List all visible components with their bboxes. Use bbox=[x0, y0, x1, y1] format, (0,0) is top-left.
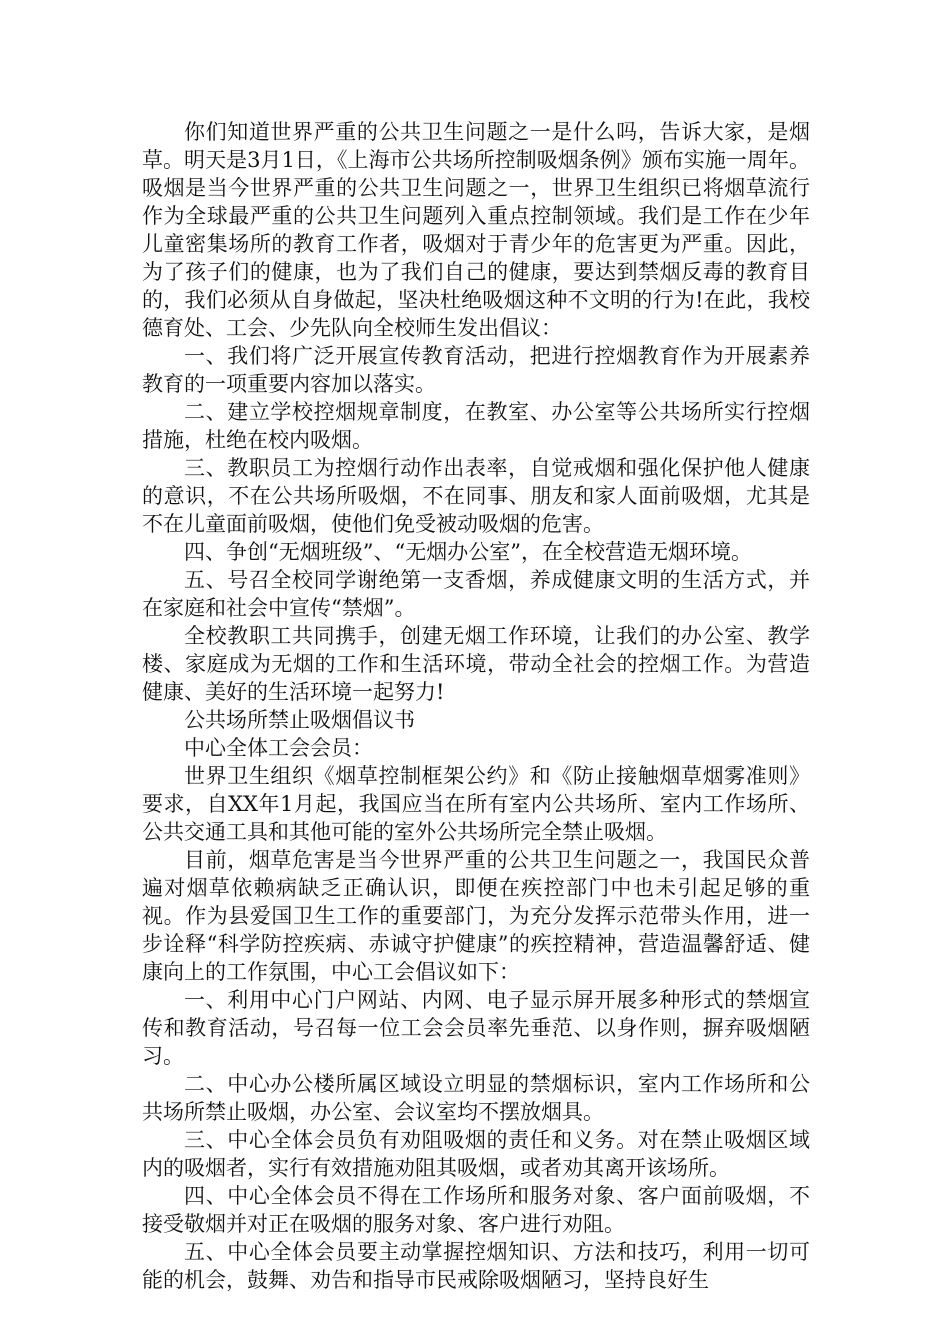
center-item-1: 一、利用中心门户网站、内网、电子显示屏开展多种形式的禁烟宣传和教育活动，号召每一位工会会员率先垂范、以身作则，摒弃吸烟陋习。 bbox=[142, 988, 810, 1068]
proposal-title: 公共场所禁止吸烟倡议书 bbox=[184, 708, 415, 732]
background-paragraph: 目前，烟草危害是当今世界严重的公共卫生问题之一，我国民众普遍对烟草依赖病缺乏正确认识，即便在疾控部门中也未引起足够的重视。作为县爱国卫生工作的重要部门，为充分发挥示范带头作用，进一步诠释“科学防控疾病、赤诚守护健康”的疾控精神，营造温馨舒适、健康向上的工作氛围，中心工会倡议如下： bbox=[142, 848, 810, 984]
school-item-1: 一、我们将广泛开展宣传教育活动，把进行控烟教育作为开展素养教育的一项重要内容加以落实。 bbox=[142, 344, 810, 396]
school-item-3: 三、教职员工为控烟行动作出表率，自觉戒烟和强化保护他人健康的意识，不在公共场所吸烟，不在同事、朋友和家人面前吸烟，尤其是不在儿童面前吸烟，使他们免受被动吸烟的危害。 bbox=[142, 456, 810, 536]
center-item-3: 三、中心全体会员负有劝阻吸烟的责任和义务。对在禁止吸烟区域内的吸烟者，实行有效措施劝阻其吸烟，或者劝其离开该场所。 bbox=[142, 1128, 810, 1180]
intro-paragraph: 你们知道世界严重的公共卫生问题之一是什么吗，告诉大家，是烟草。明天是3月1日，《上海市公共场所控制吸烟条例》颁布实施一周年。吸烟是当今世界严重的公共卫生问题之一，世界卫生组织已将烟草流行作为全球最严重的公共卫生问题列入重点控制领域。我们是工作在少年儿童密集场所的教育工作者，吸烟对于青少年的危害更为严重。因此，为了孩子们的健康，也为了我们自己的健康，要达到禁烟反毒的教育目的，我们必须从自身做起，坚决杜绝吸烟这种不文明的行为!在此，我校德育处、工会、少先队向全校师生发出倡议： bbox=[142, 120, 810, 340]
document-body bbox=[142, 118, 810, 1294]
center-item-5: 五、中心全体会员要主动掌握控烟知识、方法和技巧，利用一切可能的机会，鼓舞、劝告和指导市民戒除吸烟陋习，坚持良好生 bbox=[142, 1240, 810, 1292]
center-item-2: 二、中心办公楼所属区域设立明显的禁烟标识，室内工作场所和公共场所禁止吸烟，办公室、会议室均不摆放烟具。 bbox=[142, 1072, 810, 1124]
closing-paragraph: 全校教职工共同携手，创建无烟工作环境，让我们的办公室、教学楼、家庭成为无烟的工作和生活环境，带动全社会的控烟工作。为营造健康、美好的生活环境一起努力! bbox=[142, 624, 810, 704]
center-item-4: 四、中心全体会员不得在工作场所和服务对象、客户面前吸烟，不接受敬烟并对正在吸烟的服务对象、客户进行劝阻。 bbox=[142, 1184, 810, 1236]
school-item-2: 二、建立学校控烟规章制度，在教室、办公室等公共场所实行控烟措施，杜绝在校内吸烟。 bbox=[142, 400, 810, 452]
salutation: 中心全体工会会员： bbox=[184, 736, 373, 760]
school-item-5: 五、号召全校同学谢绝第一支香烟，养成健康文明的生活方式，并在家庭和社会中宣传“禁烟”。 bbox=[142, 568, 810, 620]
school-item-4: 四、争创“无烟班级”、“无烟办公室”，在全校营造无烟环境。 bbox=[184, 540, 752, 564]
who-paragraph: 世界卫生组织《烟草控制框架公约》和《防止接触烟草烟雾准则》要求，自XX年1月起，我国应当在所有室内公共场所、室内工作场所、公共交通工具和其他可能的室外公共场所完全禁止吸烟。 bbox=[142, 764, 810, 844]
